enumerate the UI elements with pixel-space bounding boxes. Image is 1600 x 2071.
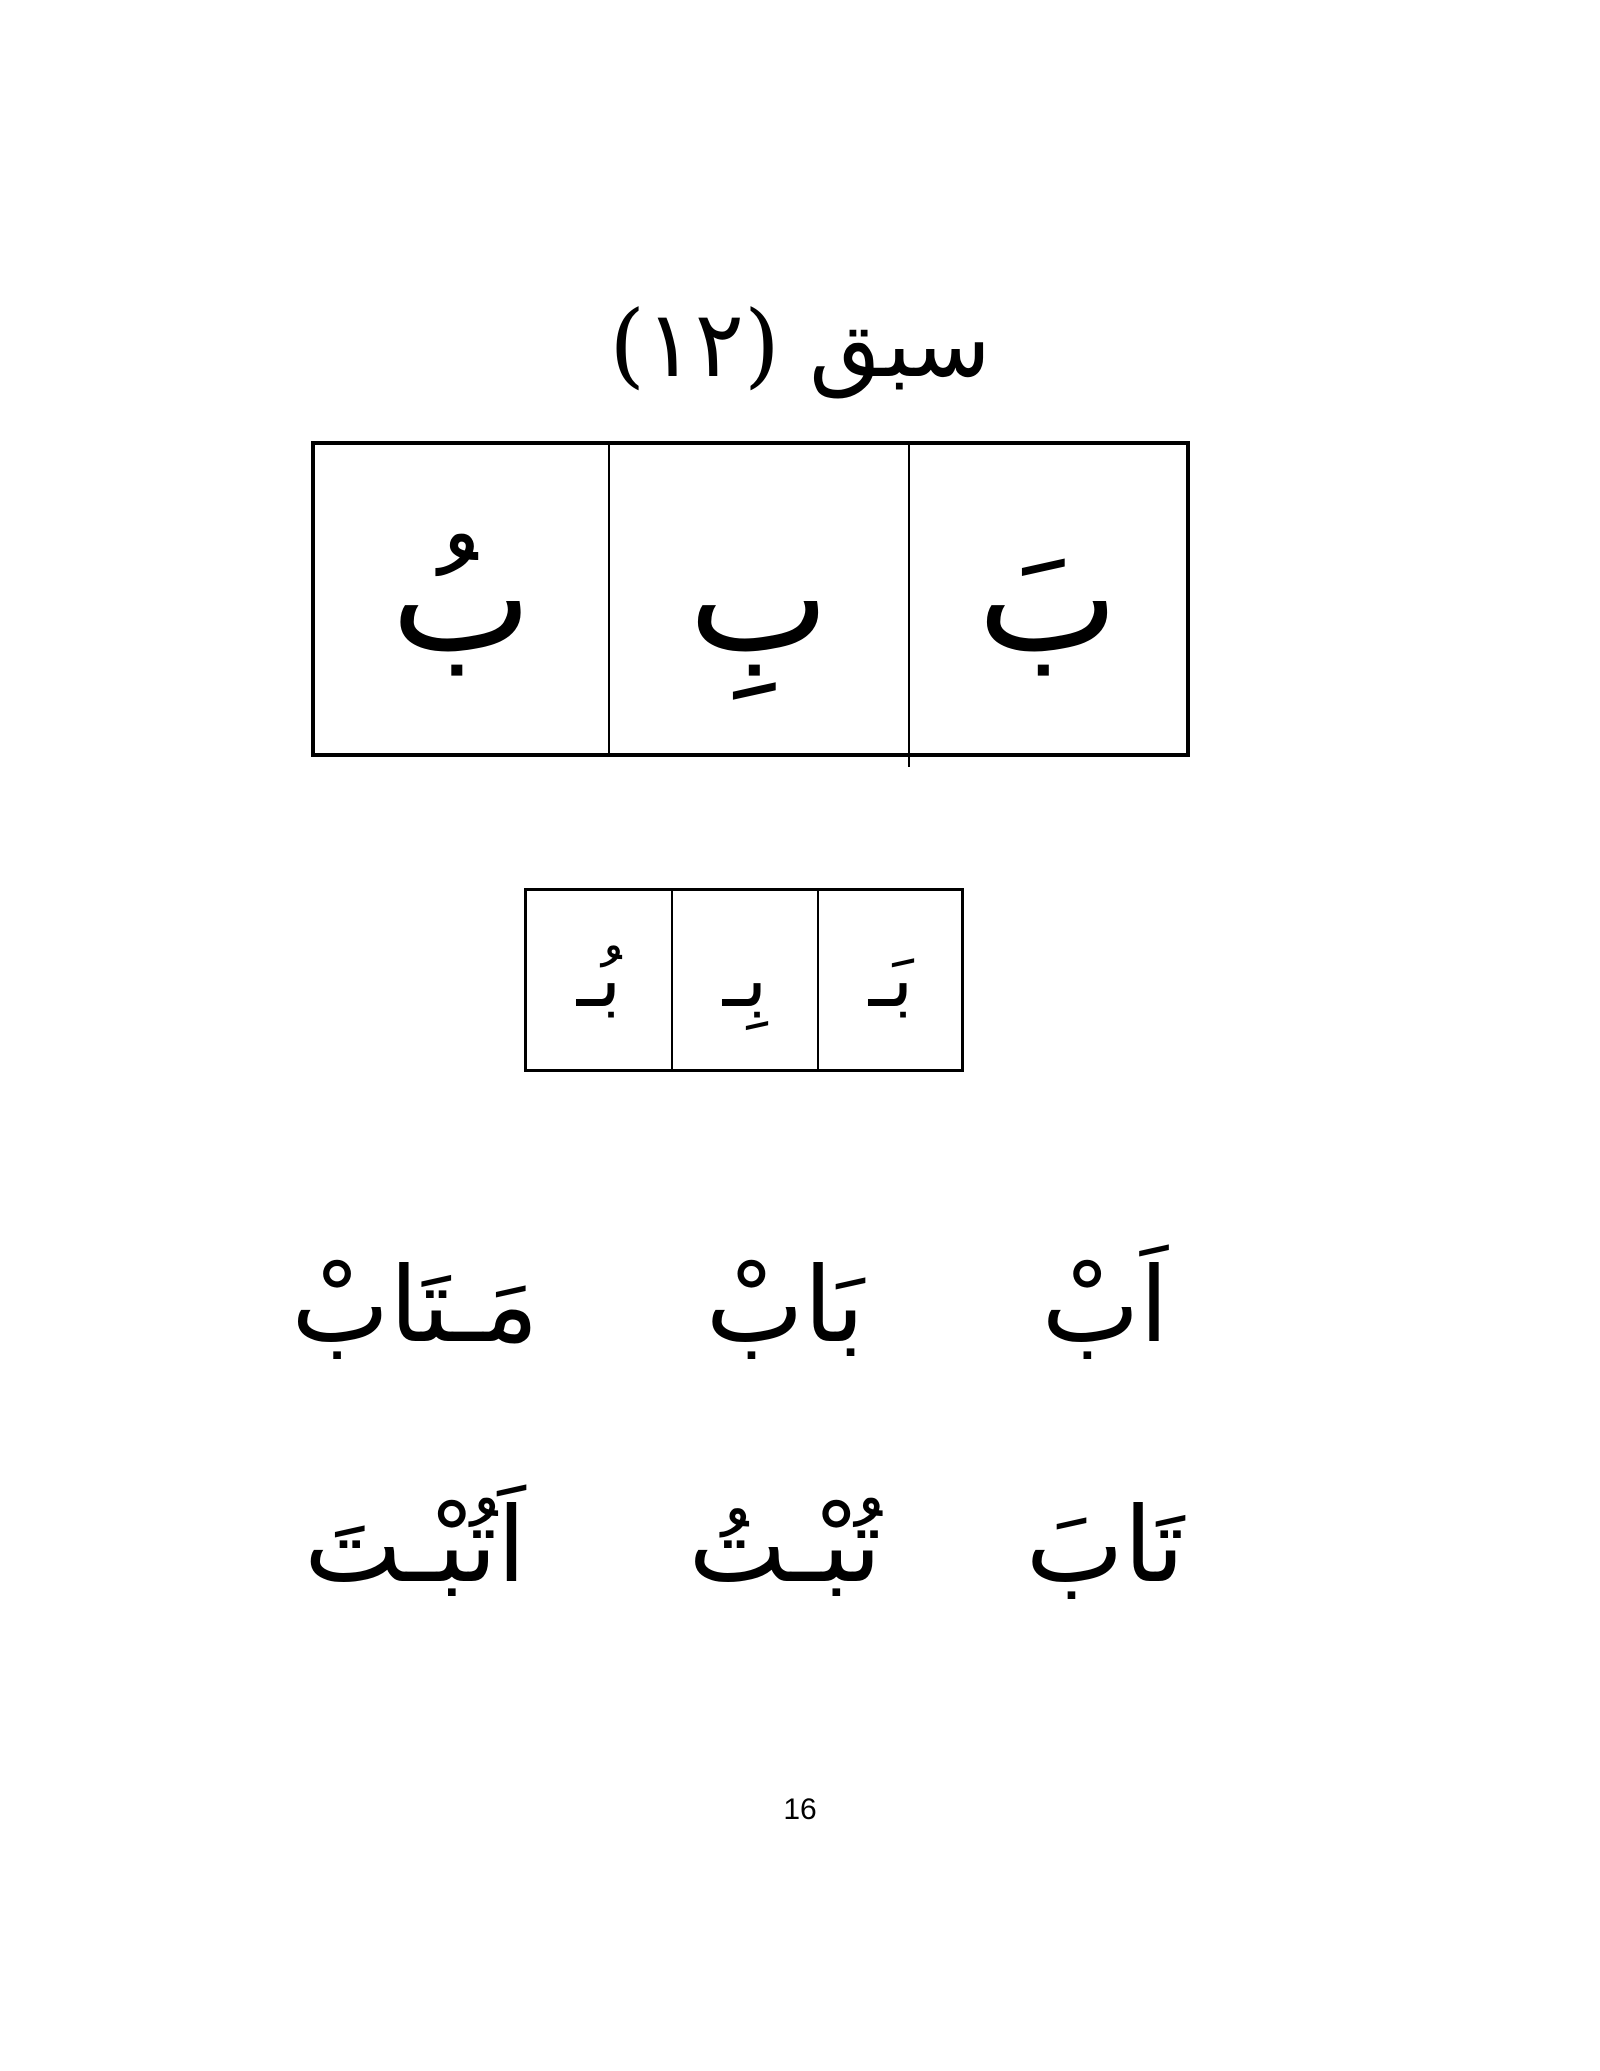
initial-letter-cell-kasra: بِـ xyxy=(722,935,768,1025)
letter-cell-damma: بُ xyxy=(390,512,533,686)
initial-letter-cell-fatha: بَـ xyxy=(868,935,914,1025)
small-letter-table xyxy=(524,888,964,1072)
practice-word: اَبْ xyxy=(1041,1244,1169,1366)
practice-word: بَابْ xyxy=(705,1244,865,1366)
page-number: 16 xyxy=(783,1793,817,1826)
practice-word: مَـتَابْ xyxy=(291,1244,539,1366)
practice-word: اَتُبْـتَ xyxy=(304,1484,526,1606)
lesson-title: سبق (۱۲) xyxy=(609,291,991,398)
practice-word: تَابَ xyxy=(1025,1484,1185,1606)
initial-letter-cell-damma: بُـ xyxy=(576,935,622,1025)
letter-cell-fatha: بَ xyxy=(977,512,1119,686)
practice-word: تُبْـتُ xyxy=(688,1484,882,1606)
letter-cell-kasra: بِ xyxy=(688,512,830,686)
practice-words xyxy=(220,1235,1270,1635)
large-letter-table xyxy=(311,441,1190,757)
